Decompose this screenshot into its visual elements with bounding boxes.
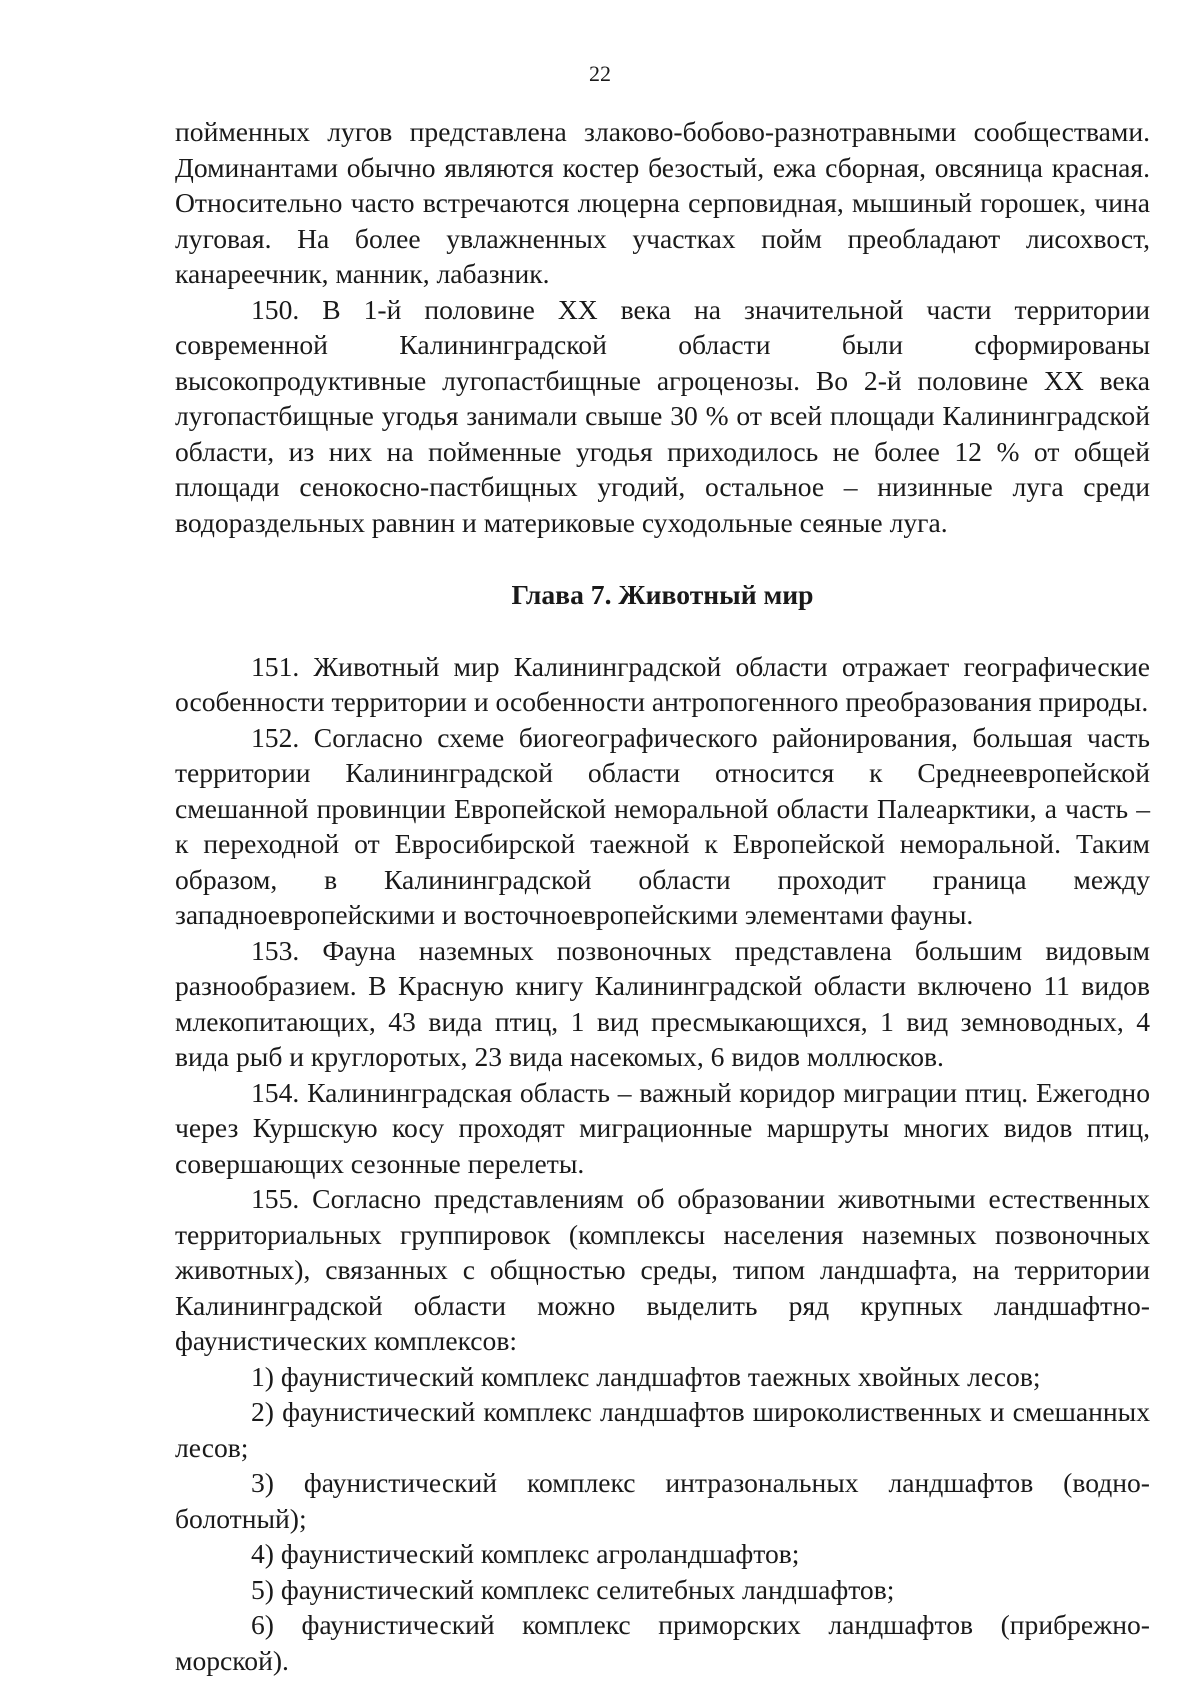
complex-list <box>175 1359 1150 1679</box>
list-item: 1) фаунистический комплекс ландшафтов таежных хвойных лесов; <box>251 1360 1041 1392</box>
list-item: 5) фаунистический комплекс селитебных ландшафтов; <box>251 1573 895 1605</box>
document-body <box>175 114 1150 1678</box>
paragraph-continuation: пойменных лугов представлена злаково-бобово-разнотравными сообществами. Доминантами обычно являются костер безостый, ежа сборная, овсяница красная. Относительно часто встречаются люцерна серповидная, мышиный горошек, чина луговая. На более увлажненных участках пойм преобладают лисохвост, канареечник, манник, лабазник. <box>175 116 1150 289</box>
list-item: 2) фаунистический комплекс ландшафтов широколиственных и смешанных лесов; <box>175 1396 1150 1463</box>
paragraph-150: 150. В 1-й половине XX века на значительной части территории современной Калининградской области были сформированы высокопродуктивные лугопастбищные агроценозы. Во 2-й половине XX века лугопастбищные угодья занимали свыше 30 % от всей площади Калининградской области, из них на пойменные угодья приходилось не более 12 % от общей площади сенокосно-пастбищных угодий, остальное – низинные луга среди водораздельных равнин и материковые суходольные сеяные луга. <box>175 293 1150 538</box>
paragraph-153: 153. Фауна наземных позвоночных представлена большим видовым разнообразием. В Красную книгу Калининградской области включено 11 видов млекопитающих, 43 вида птиц, 1 вид пресмыкающихся, 1 вид земноводных, 4 вида рыб и круглоротых, 23 вида насекомых, 6 видов моллюсков. <box>175 934 1150 1072</box>
chapter-title: Глава 7. Животный мир <box>511 579 814 610</box>
paragraph-155: 155. Согласно представлениям об образовании животными естественных территориальных группировок (комплексы населения наземных позвоночных животных), связанных с общностью среды, типом ландшафта, на территории Калининградской области можно выделить ряд крупных ландшафтно-фаунистических комплексов: <box>175 1183 1150 1356</box>
paragraph-154: 154. Калининградская область – важный коридор миграции птиц. Ежегодно через Куршскую косу проходят миграционные маршруты многих видов птиц, совершающих сезонные перелеты. <box>175 1076 1150 1179</box>
page-number: 22 <box>589 61 611 86</box>
paragraph-152: 152. Согласно схеме биогеографического районирования, большая часть территории Калининградской области относится к Среднеевропейской смешанной провинции Европейской неморальной области Палеарктики, а часть – к переходной от Евросибирской таежной к Европейской неморальной. Таким образом, в Калининградской области проходит граница между западноевропейскими и восточноевропейскими элементами фауны. <box>175 721 1150 930</box>
list-item: 3) фаунистический комплекс интразональных ландшафтов (водно-болотный); <box>175 1467 1150 1534</box>
list-item: 4) фаунистический комплекс агроландшафтов; <box>251 1538 800 1569</box>
list-item: 6) фаунистический комплекс приморских ландшафтов (прибрежно-морской). <box>175 1609 1150 1676</box>
paragraph-151: 151. Животный мир Калининградской области отражает географические особенности территории и особенности антропогенного преобразования природы. <box>175 650 1150 717</box>
